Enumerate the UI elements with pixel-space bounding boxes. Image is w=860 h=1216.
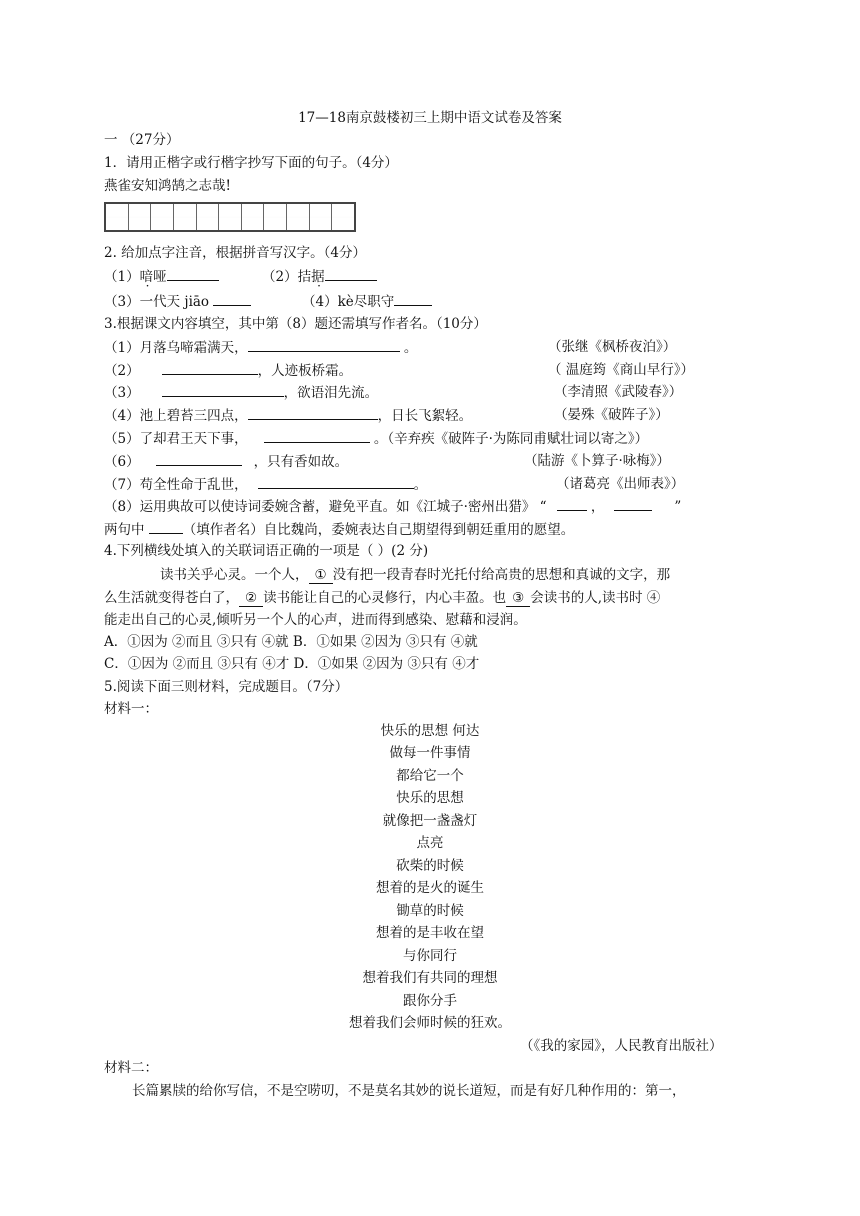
answer-blank[interactable] (167, 266, 219, 281)
passage-text: 会读书的人,读书时 ④ (530, 590, 661, 606)
poem-line: 与你同行 (403, 948, 457, 964)
q4-passage-line-1 (160, 565, 670, 585)
material-2-text: 长篇累牍的给你写信，不是空唠叨，不是莫名其妙的说长道短，而是有好几种作用的：第一， (132, 1083, 686, 1099)
line-text: ，只有香如故。 (253, 454, 349, 470)
item-number: （1） (104, 269, 140, 285)
poem-line: 砍柴的时候 (396, 858, 464, 874)
q3-line-4-source: （晏殊《破阵子》） (554, 407, 669, 423)
question-2-stem: 2. 给加点字注音，根据拼音写汉字。（4分） (104, 245, 367, 261)
section-heading: 一 （27分） (104, 132, 180, 148)
line-text: ” (674, 499, 682, 515)
passage-text: 么生活就变得苍白了， (104, 590, 239, 606)
poem-line: 都给它一个 (396, 768, 464, 784)
poem-line: 做每一件事情 (389, 745, 471, 761)
line-text: （2） (104, 363, 140, 379)
grid-cell (264, 204, 287, 230)
passage-text: 读书关乎心灵。一个人， (160, 567, 309, 583)
answer-blank[interactable] (248, 337, 400, 352)
grid-cell (287, 204, 310, 230)
answer-blank[interactable] (614, 496, 652, 511)
poem-line: 快乐的思想 (396, 790, 464, 806)
line-text: 。 (403, 340, 418, 356)
question-5-stem: 5.阅读下面三则材料，完成题目。（7分） (104, 679, 349, 695)
q3-line-6-source: （陆游《卜算子·咏梅》） (524, 453, 671, 469)
question-2-item-3 (104, 291, 251, 312)
question-2-item-1 (104, 266, 219, 287)
answer-blank[interactable] (325, 266, 377, 281)
material-1-label: 材料一： (104, 701, 158, 717)
q4-passage-line-2 (104, 588, 660, 608)
item-text: （2）拮 (262, 269, 312, 285)
q3-line-7-source: （诸葛亮《出师表》） (556, 476, 685, 492)
q3-line-3-source: （李清照《武陵春》） (554, 384, 683, 400)
line-text: （填作者名）自比魏尚，委婉表达自己期望得到朝廷重用的愿望。 (182, 522, 575, 538)
page-title: 17—18南京鼓楼初三上期中语文试卷及答案 (298, 110, 562, 126)
line-text: （4）池上碧苔三四点， (104, 408, 248, 424)
q4-options-cd: C．①因为 ②而且 ③只有 ④才 D．①如果 ②因为 ③只有 ④才 (104, 656, 480, 672)
item-text: 哑 (153, 269, 167, 285)
line-text: 两句中 (104, 522, 145, 538)
grid-cell (106, 204, 129, 230)
line-text: 。 (413, 477, 428, 493)
material-2-label: 材料二： (104, 1060, 158, 1076)
item-text: （3）一代天 jiāo (104, 294, 210, 310)
question-2-item-4 (302, 291, 432, 312)
question-3-stem: 3.根据课文内容填空，其中第（8）题还需填写作者名。（10分） (104, 316, 487, 332)
line-text: （8）运用典故可以使诗词委婉含蓄，避免平直。如《江城子·密州出猎》 “ (104, 499, 547, 515)
q3-line-9 (104, 519, 574, 540)
question-1-stem: 1．请用正楷字或行楷字抄写下面的句子。（4分） (104, 155, 398, 171)
grid-cell (219, 204, 242, 230)
line-text: ，日长飞絮轻。 (377, 408, 473, 424)
answer-blank[interactable] (258, 474, 414, 489)
poem-line: 跟你分手 (403, 993, 457, 1009)
answer-blank[interactable] (264, 428, 370, 443)
answer-blank[interactable] (149, 519, 183, 534)
question-2-item-2 (262, 266, 377, 287)
line-text: （7）苟全性命于乱世， (104, 477, 248, 493)
q3-line-1-source: （张继《枫桥夜泊》） (548, 339, 677, 355)
question-1-sentence: 燕雀安知鸿鹄之志哉! (104, 178, 231, 194)
line-text: （5）了却君王天下事， (104, 431, 248, 447)
q3-line-2-source: （ 温庭筠《商山早行》） (548, 362, 695, 378)
q3-line-6 (104, 451, 348, 472)
grid-cell (242, 204, 265, 230)
poem-line: 想着我们会师时候的狂欢。 (349, 1015, 511, 1031)
item-text: （4）kè尽职守 (302, 294, 395, 310)
poem-line: 就像把一盏盏灯 (382, 813, 478, 829)
q3-line-4 (104, 405, 472, 426)
line-text: ，人迹板桥霜。 (257, 363, 353, 379)
poem-line: 快乐的思想 何达 (380, 723, 480, 739)
grid-cell (310, 204, 333, 230)
poem-line: 点亮 (416, 835, 444, 851)
answer-blank[interactable] (162, 382, 284, 397)
poem-line: 想着我们有共同的理想 (362, 970, 498, 986)
q3-line-2 (104, 360, 352, 381)
line-text: （6） (104, 454, 140, 470)
dotted-char: 据 (311, 269, 325, 285)
line-text: 。（辛弃疾《破阵子·为陈同甫赋壮词以寄之》） (373, 431, 649, 447)
q3-line-1 (104, 337, 417, 358)
blank-marker: ② (239, 590, 263, 607)
answer-blank[interactable] (557, 496, 587, 511)
answer-blank[interactable] (213, 291, 251, 306)
answer-blank[interactable] (156, 451, 242, 466)
q3-line-3 (104, 382, 378, 403)
line-text: （1）月落乌啼霜满天， (104, 340, 248, 356)
line-text: （3） (104, 385, 140, 401)
grid-cell (129, 204, 152, 230)
dotted-char: 喑 (139, 269, 154, 285)
answer-blank[interactable] (394, 291, 432, 306)
answer-blank[interactable] (162, 360, 258, 375)
grid-cell (197, 204, 220, 230)
answer-blank[interactable] (248, 405, 378, 420)
q3-line-7 (104, 474, 427, 495)
grid-cell (174, 204, 197, 230)
question-4-stem: 4.下列横线处填入的关联词语正确的一项是（ ）(2 分) (104, 543, 429, 559)
blank-marker: ③ (506, 590, 530, 607)
grid-cell (151, 204, 174, 230)
passage-text: 没有把一段青春时光托付给高贵的思想和真诚的文字，那 (332, 567, 671, 583)
passage-text: 读书能让自己的心灵修行，内心丰盈。也 (263, 590, 507, 606)
poem-line: 想着的是火的诞生 (376, 880, 484, 896)
blank-marker: ① (309, 567, 333, 584)
poem-line: 锄草的时候 (396, 903, 464, 919)
q4-options-ab: A．①因为 ②而且 ③只有 ④就 B．①如果 ②因为 ③只有 ④就 (104, 634, 478, 650)
grid-cell (332, 204, 354, 230)
poem-line: 想着的是丰收在望 (376, 925, 484, 941)
q3-line-8 (104, 496, 681, 517)
q3-line-5 (104, 428, 648, 449)
poem-source: （《我的家园》，人民教育出版社） (520, 1038, 723, 1054)
line-text: ， (590, 499, 605, 515)
writing-grid (104, 202, 356, 232)
line-text: ，欲语泪先流。 (283, 385, 379, 401)
q4-passage-line-3: 能走出自己的心灵,倾听另一个人的心声，进而得到感染、慰藉和浸润。 (104, 612, 527, 628)
